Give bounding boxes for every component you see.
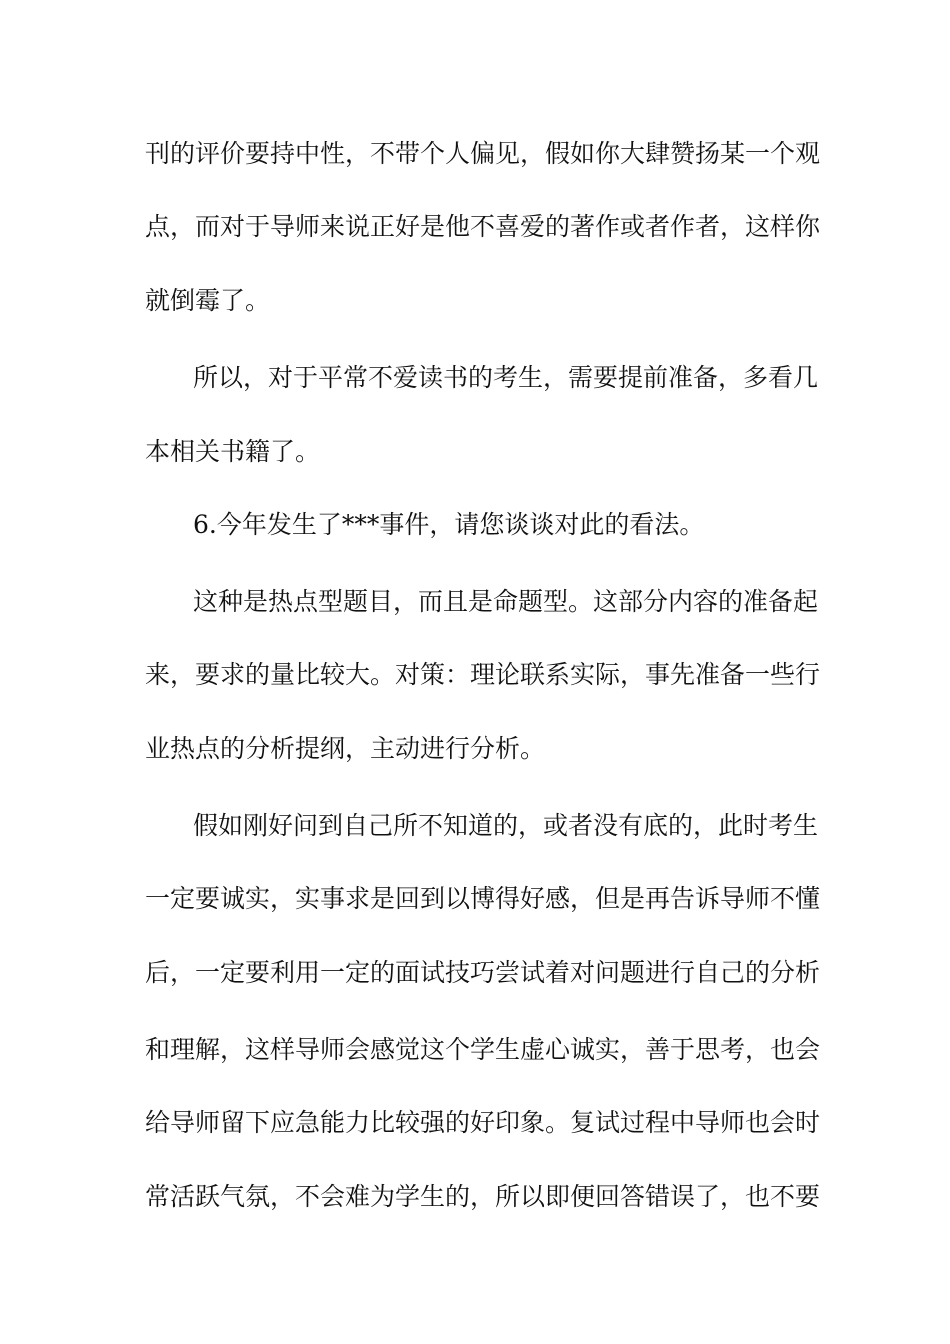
- text-line: 这种是热点型题目，而且是命题型。这部分内容的准备起: [193, 587, 819, 616]
- text-line: 和理解，这样导师会感觉这个学生虚心诚实，善于思考，也会: [145, 1035, 821, 1064]
- text-line: 给导师留下应急能力比较强的好印象。复试过程中导师也会时: [145, 1108, 821, 1137]
- question-heading: 6.今年发生了***事件，请您谈谈对此的看法。: [193, 510, 705, 539]
- text-line: 一定要诚实，实事求是回到以博得好感，但是再告诉导师不懂: [145, 884, 821, 913]
- text-line: 来，要求的量比较大。对策：理论联系实际，事先准备一些行: [145, 660, 821, 689]
- text-line: 常活跃气氛，不会难为学生的，所以即便回答错误了，也不要: [145, 1182, 821, 1211]
- text-line: 后，一定要利用一定的面试技巧尝试着对问题进行自己的分析: [145, 958, 821, 987]
- text-line: 本相关书籍了。: [145, 437, 321, 466]
- text-line: 业热点的分析提纲，主动进行分析。: [145, 734, 546, 763]
- text-line: 点，而对于导师来说正好是他不喜爱的著作或者作者，这样你: [145, 212, 821, 241]
- text-line: 所以，对于平常不爱读书的考生，需要提前准备，多看几: [193, 363, 819, 392]
- text-line: 就倒霉了。: [145, 286, 271, 315]
- text-line: 刊的评价要持中性，不带个人偏见，假如你大肆赞扬某一个观: [145, 139, 821, 168]
- text-line: 假如刚好问到自己所不知道的，或者没有底的，此时考生: [193, 811, 819, 840]
